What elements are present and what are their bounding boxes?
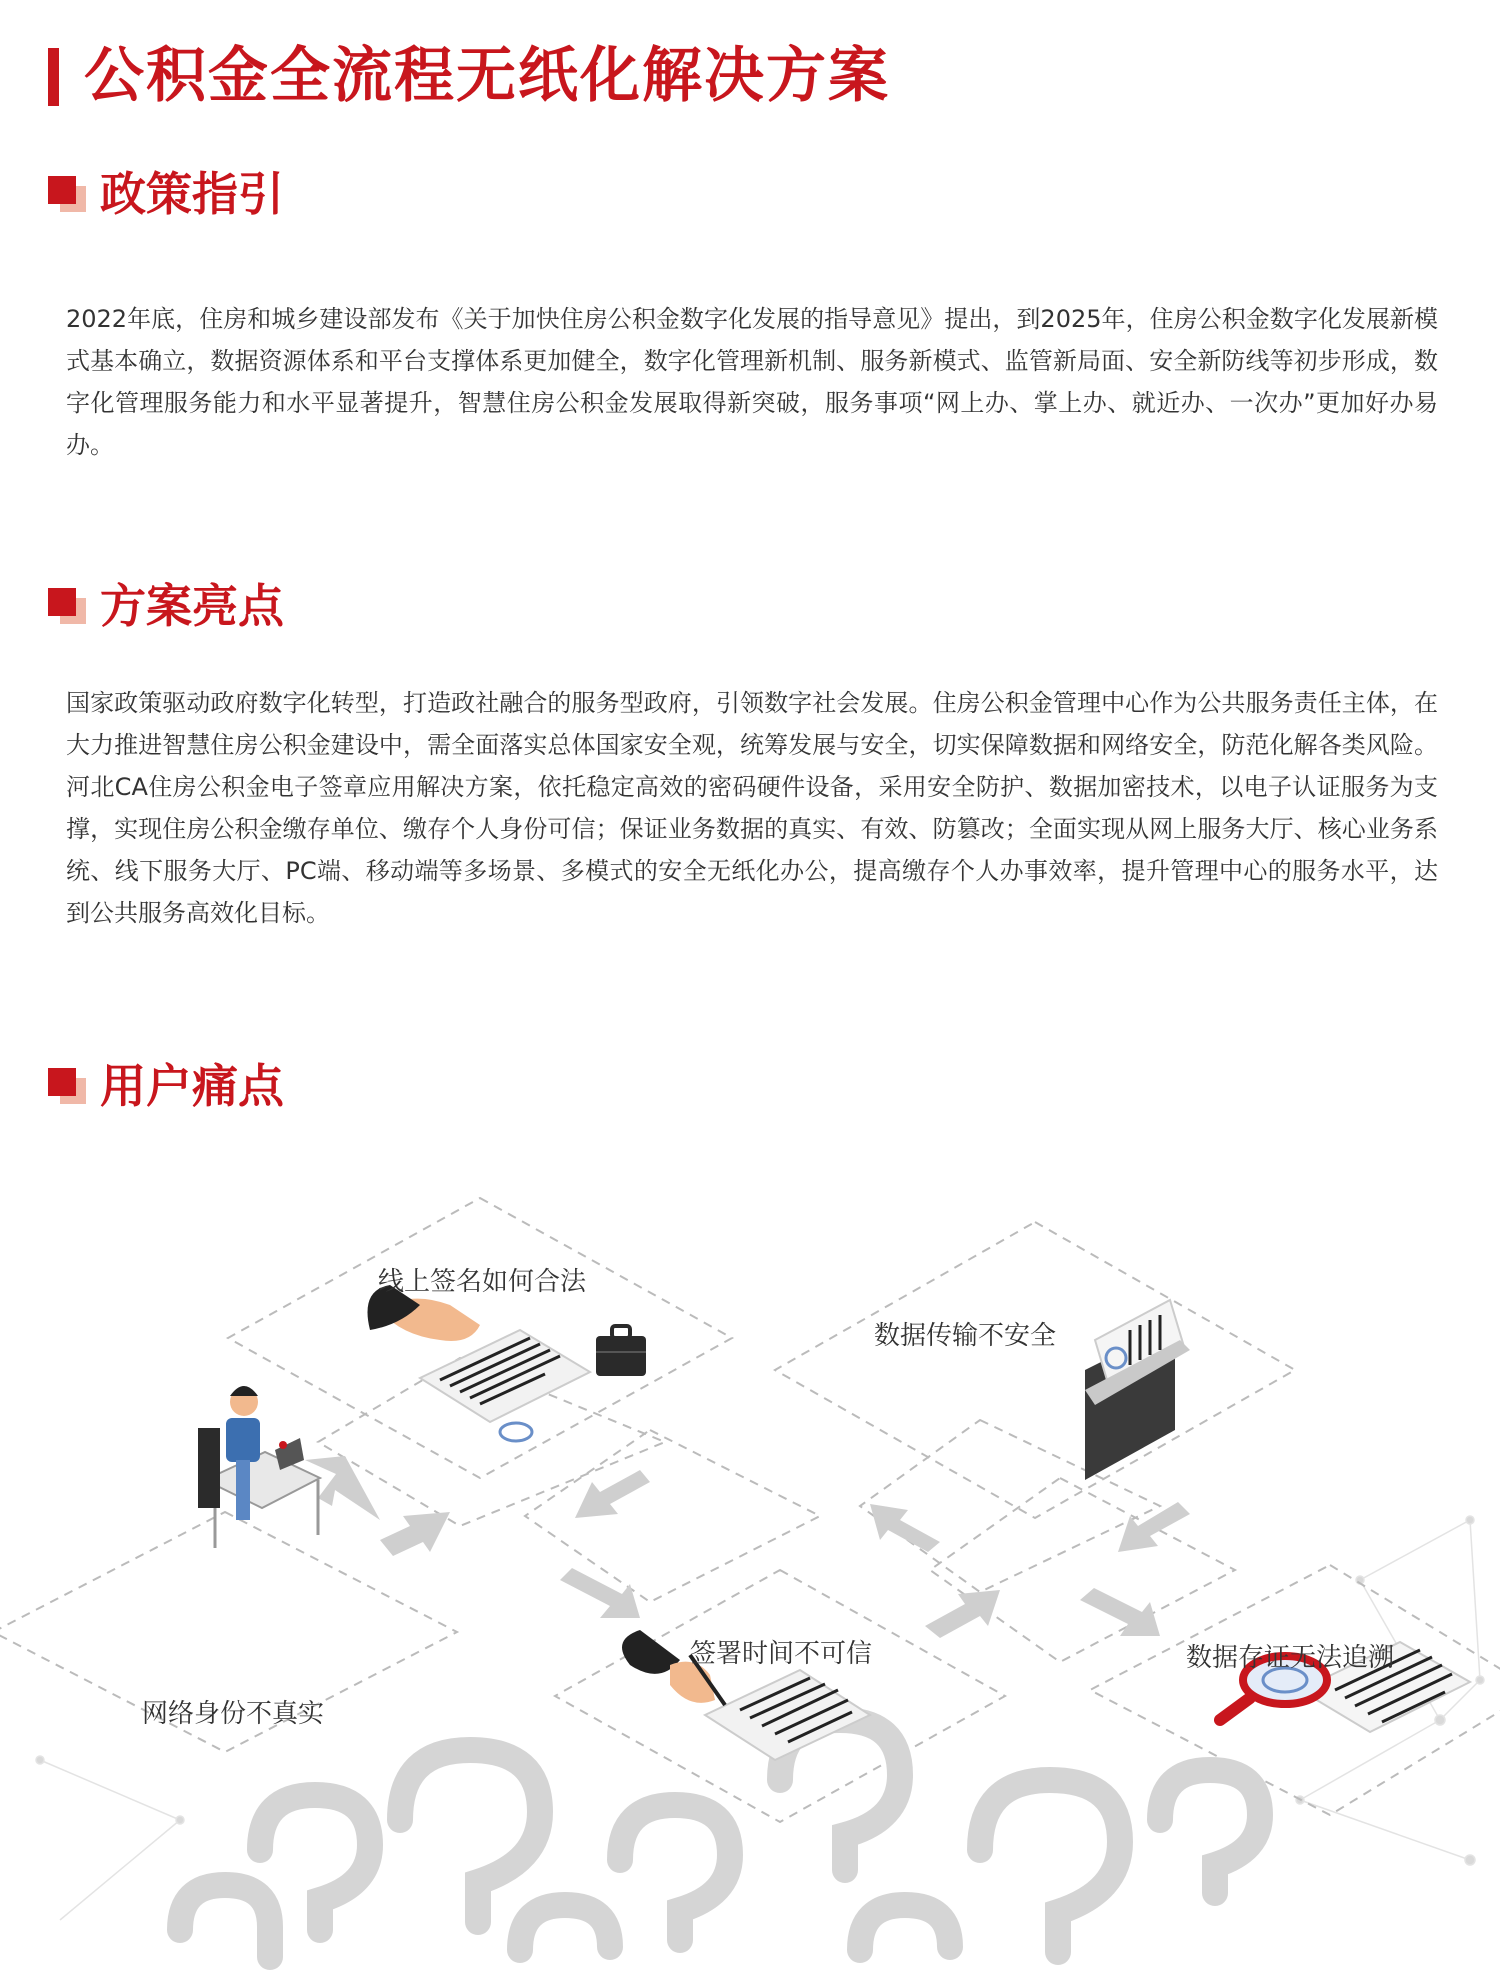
flow-arrows (305, 1456, 1190, 1638)
question-mark-icon (860, 1905, 950, 1950)
pain-point-label: 数据存证无法追溯 (1186, 1643, 1395, 1673)
arrow-icon (380, 1512, 450, 1556)
pain-point-label: 签署时间不可信 (690, 1639, 873, 1669)
document-hand-icon (368, 1285, 591, 1441)
policy-paragraph: 2022年底，住房和城乡建设部发布《关于加快住房公积金数字化发展的指导意见》提出，到2025年，住房公积金数字化发展新模式基本确立，数据资源体系和平台支撑体系更加健全，数字化管理新机制、服务新模式、监管新局面、安全新防线等初步形成，数字化管理服务能力和水平显著提升，智慧住房公积金发展取得新突破，服务事项“网上办、掌上办、就近办、一次办”更加好办易办。 (66, 305, 1438, 459)
question-mark-icon (520, 1905, 610, 1950)
question-mark-icon (620, 1805, 730, 1940)
pain-point-label: 网络身份不真实 (142, 1699, 325, 1729)
tile-connector-far-right (930, 1478, 1235, 1662)
arrow-icon (1118, 1502, 1190, 1552)
pain-point-label: 线上签名如何合法 (378, 1267, 587, 1297)
arrow-icon (575, 1470, 650, 1518)
question-mark-icon (400, 1750, 540, 1922)
question-mark-icon (1160, 1770, 1260, 1893)
person-at-desk-icon (198, 1386, 320, 1548)
arrow-icon (560, 1568, 640, 1618)
section-marker-icon (48, 176, 88, 216)
arrow-icon (305, 1456, 380, 1520)
briefcase-icon (596, 1326, 646, 1376)
page-title: 公积金全流程无纸化解决方案 (84, 41, 890, 111)
question-mark-icon (980, 1780, 1120, 1952)
section-marker-icon (48, 1068, 88, 1108)
title-accent-bar (48, 48, 59, 106)
highlights-paragraph: 国家政策驱动政府数字化转型，打造政社融合的服务型政府，引领数字社会发展。住房公积金管理中心作为公共服务责任主体，在大力推进智慧住房公积金建设中，需全面落实总体国家安全观，统筹发展与安全，切实保障数据和网络安全，防范化解各类风险。河北CA住房公积金电子签章应用解决方案，依托稳定高效的密码硬件设备，采用安全防护、数据加密技术，以电子认证服务为支撑，实现住房公积金缴存单位、缴存个人身份可信；保证业务数据的真实、有效、防篡改；全面实现从网上服务大厅、核心业务系统、线下服务大厅、PC端、移动端等多场景、多模式的安全无纸化办公，提高缴存个人办事效率，提升管理中心的服务水平，达到公共服务高效化目标。 (66, 689, 1438, 927)
question-marks-decoration (180, 1720, 1260, 1957)
arrow-icon (925, 1590, 1000, 1638)
tile-top-left (228, 1198, 732, 1478)
section-title: 方案亮点 (100, 579, 284, 633)
tile-top-right (775, 1222, 1295, 1518)
section-title: 用户痛点 (100, 1059, 284, 1113)
arrow-icon (870, 1504, 940, 1552)
section-marker-icon (48, 588, 88, 628)
section-title: 政策指引 (100, 167, 284, 221)
arrow-icon (1080, 1588, 1160, 1636)
folder-icon (1085, 1300, 1190, 1480)
question-mark-icon (180, 1885, 270, 1957)
pain-points-diagram (0, 1160, 1500, 1984)
pain-point-label: 数据传输不安全 (874, 1321, 1057, 1351)
